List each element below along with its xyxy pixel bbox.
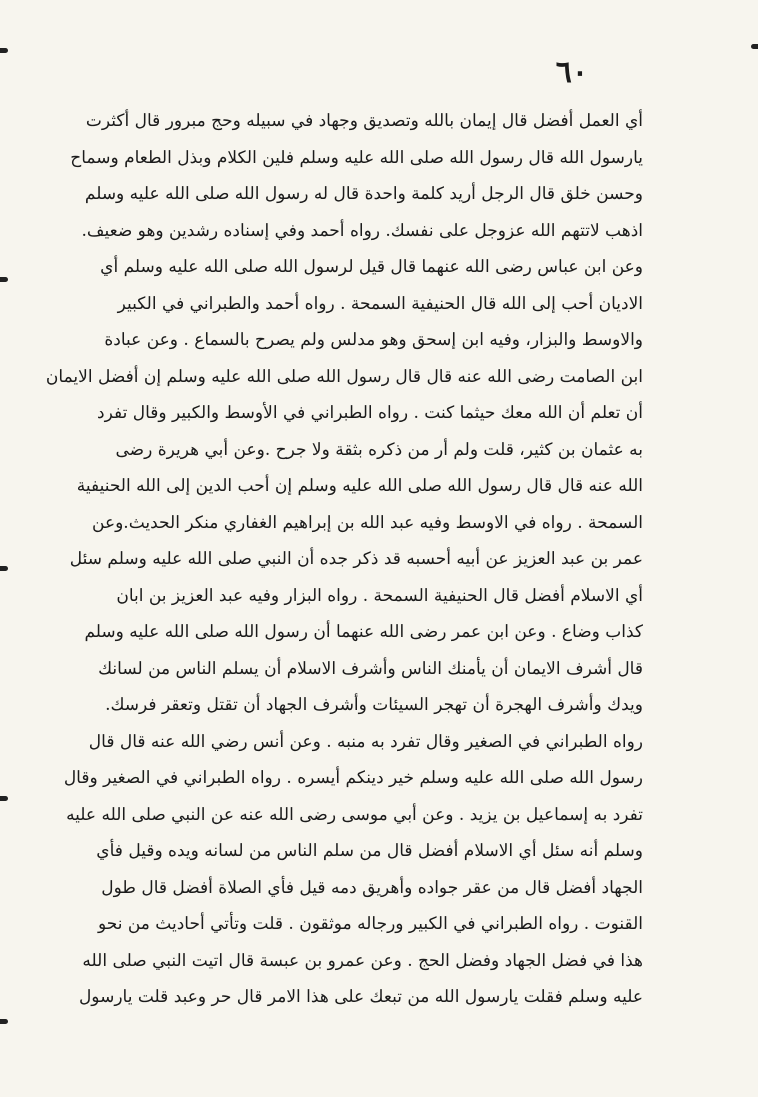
page-edge-mark — [0, 277, 8, 282]
text-line: كذاب وضاع . وعن ابن عمر رضى الله عنهما أن رسول الله صلى الله عليه وسلم — [84, 622, 643, 642]
text-line: يارسول الله قال رسول الله صلى الله عليه وسلم فلين الكلام وبذل الطعام وسماح — [70, 147, 643, 168]
text-line: عمر بن عبد العزيز عن أبيه أحسبه قد ذكر جده أن النبي صلى الله عليه وسلم سئل — [69, 549, 643, 569]
text-line: قال أشرف الايمان أن يأمنك الناس وأشرف الاسلام أن يسلم الناس من لسانك — [98, 658, 643, 679]
text-line: الاديان أحب إلى الله قال الحنيفية السمحة . رواه أحمد والطبراني في الكبير — [117, 293, 643, 314]
page-edge-mark — [0, 48, 8, 53]
arabic-text-block — [45, 103, 643, 1016]
text-line: به عثمان بن كثير، قلت ولم أر من ذكره بثقة ولا جرح .وعن أبي هريرة رضى — [115, 439, 643, 460]
text-line: رواه الطبراني في الصغير وقال تفرد به منبه . وعن أنس رضي الله عنه قال قال — [88, 731, 643, 752]
text-line: ابن الصامت رضى الله عنه قال قال رسول الله صلى الله عليه وسلم إن أفضل الايمان — [45, 366, 643, 387]
text-line: السمحة . رواه في الاوسط وفيه عبد الله بن إبراهيم الغفاري منكر الحديث.وعن — [92, 512, 643, 533]
text-line: هذا في فضل الجهاد وفضل الحج . وعن عمرو بن عبسة قال اتيت النبي صلى الله — [82, 950, 643, 971]
text-line: ويدك وأشرف الهجرة أن تهجر السيئات وأشرف الجهاد أن تقتل وتعقر فرسك. — [105, 695, 643, 715]
text-line: رسول الله صلى الله عليه وسلم خير دينكم أيسره . رواه الطبراني في الصغير وقال — [63, 768, 643, 788]
text-line: عليه وسلم فقلت يارسول الله من تبعك على هذا الامر قال حر وعبد قلت يارسول — [78, 987, 643, 1007]
text-line: الجهاد أفضل قال من عقر جواده وأهريق دمه قيل فأي الصلاة أفضل قال طول — [101, 877, 643, 898]
page-edge-mark — [0, 1019, 8, 1024]
text-line: تفرد به إسماعيل بن يزيد . وعن أبي موسى رضى الله عنه عن النبي صلى الله عليه — [66, 804, 643, 825]
text-line: أي العمل أفضل قال إيمان بالله وتصديق وجهاد في سبيله وحج مبرور قال أكثرت — [85, 111, 643, 131]
text-line: وحسن خلق قال الرجل أريد كلمة واحدة قال له رسول الله صلى الله عليه وسلم — [84, 184, 643, 204]
text-line: القنوت . رواه الطبراني في الكبير ورجاله موثقون . قلت وتأتي أحاديث من نحو — [97, 914, 643, 934]
page-number: ٦٠ — [555, 55, 588, 90]
text-line: وعن ابن عباس رضى الله عنهما قال قيل لرسول الله صلى الله عليه وسلم أي — [100, 257, 643, 277]
text-line: أن تعلم أن الله معك حيثما كنت . رواه الطبراني في الأوسط والكبير وقال تفرد — [97, 403, 643, 423]
text-line: والاوسط والبزار، وفيه ابن إسحق وهو مدلس ولم يصرح بالسماع . وعن عبادة — [104, 330, 643, 350]
page-edge-mark — [0, 796, 8, 801]
page-edge-mark — [751, 44, 758, 49]
text-line: الله عنه قال قال رسول الله صلى الله عليه وسلم إن أحب الدين إلى الله الحنيفية — [76, 476, 643, 496]
text-line: اذهب لاتتهم الله عزوجل على نفسك. رواه أحمد وفي إسناده رشدين وهو ضعيف. — [81, 220, 643, 241]
page-edge-mark — [0, 566, 8, 571]
text-line: وسلم أنه سئل أي الاسلام أفضل قال من سلم الناس من لسانه ويده وقيل فأي — [96, 841, 643, 861]
text-line: أي الاسلام أفضل قال الحنيفية السمحة . رواه البزار وفيه عبد العزيز بن ابان — [116, 585, 643, 606]
